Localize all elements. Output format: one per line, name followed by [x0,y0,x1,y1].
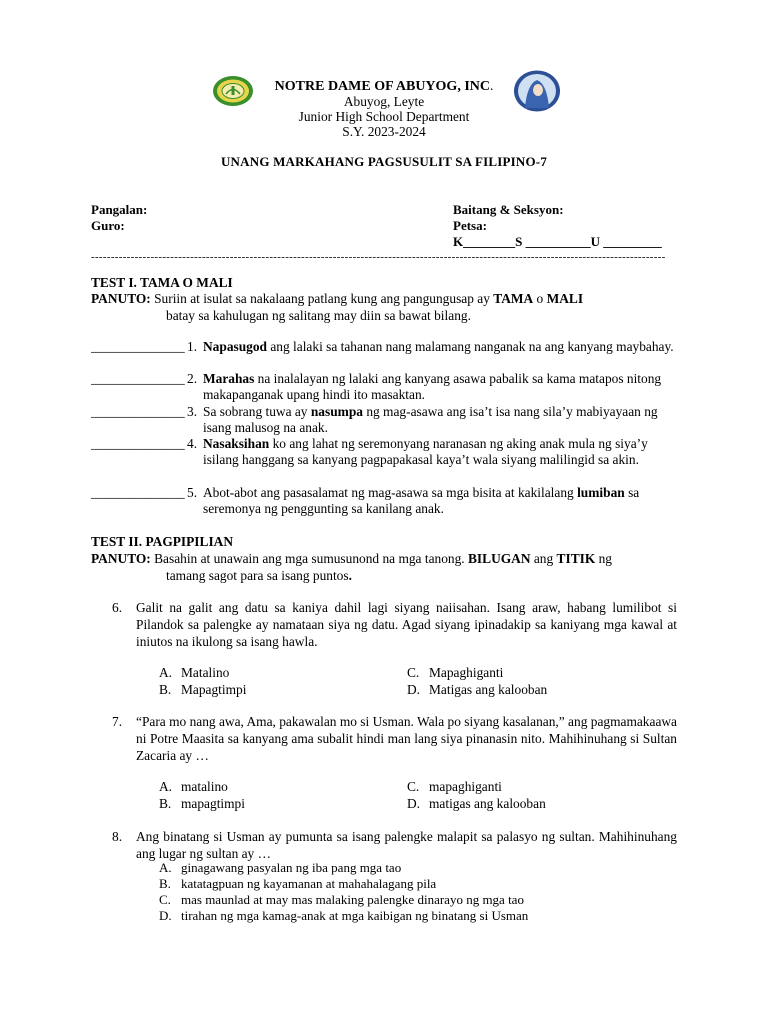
name-label: Pangalan: [91,202,148,217]
true-false-item [91,436,681,468]
school-location: Abuyog, Leyte [343,94,425,109]
answer-blank[interactable]: ______________ [91,404,185,419]
test2-instructions: PANUTO: Basahin at unawain ang mga sumusunond na mga tanong. BILUGAN ang TITIK ng tamang sagot para sa isang puntos. [91,551,612,583]
answer-blank[interactable]: ______________ [91,436,185,451]
choice-d[interactable]: D. Matigas ang kalooban [407,681,548,697]
true-false-item [91,485,681,517]
choice-b[interactable]: B. Mapagtimpi [159,681,247,697]
choice-c[interactable]: C. mas maunlad at may mas malaking palengke dinarayo ng mga tao [159,892,524,907]
question-6 [112,599,677,650]
school-name: NOTRE DAME OF ABUYOG, INC. [274,78,494,94]
answer-blank[interactable]: ______________ [91,485,185,500]
choice-d[interactable]: D. tirahan ng mga kamag-anak at mga kaibigan ng binatang si Usman [159,908,529,923]
item-text: Nasaksihan ko ang lahat ng seremonyang naranasan ng aking anak mula ng siya’y isilang hanggang sa kanyang pagpapakasal kaya’t wala siyang malilingid sa akin. [203,436,648,467]
choice-a[interactable]: A. matalino [159,779,228,794]
item-text: Marahas na inalalayan ng lalaki ang kanyang asawa pabalik sa kama matapos nitong makapanganak upang hindi ito masaktan. [203,371,662,402]
answer-blank[interactable]: ______________ [91,339,185,354]
choice-b[interactable]: B. mapagtimpi [159,795,245,811]
true-false-item [91,339,681,355]
score-line: K________S __________U _________ [453,234,662,249]
item-text: Abot-abot ang pasasalamat ng mag-asawa sa mga bisita at kakilalang lumiban sa seremonya ng penggunting sa kanilang anak. [203,485,640,516]
question-7 [112,713,677,764]
teacher-label: Guro: [91,218,125,233]
item-number: 5. [187,485,198,500]
choice-c[interactable]: C. Mapaghiganti [407,665,504,680]
question-6-choices [159,665,679,698]
question-8-choices [159,860,679,924]
choice-a[interactable]: A. Matalino [159,665,230,680]
item-number: 4. [187,436,198,451]
grade-section-label: Baitang & Seksyon: [453,202,564,217]
question-text: “Para mo nang awa, Ama, pakawalan mo si Usman. Wala po siyang kasalanan,” ang pagmamakaawa ni Potre Maasita sa kanyang ama subalit hindi man lang siya pinanasin nito. Mahihinuhang si Sultan Zacaria ay … [136,714,677,763]
answer-blank[interactable]: ______________ [91,371,185,386]
exam-title: UNANG MARKAHANG PAGSUSULIT SA FILIPINO-7 [220,154,548,169]
school-year: S.Y. 2023-2024 [342,124,426,139]
student-info-right [453,202,662,250]
student-info-left [91,202,147,234]
department: Junior High School Department [298,109,470,124]
item-number: 3. [187,404,198,419]
question-8 [112,828,677,862]
question-number: 8. [112,829,123,844]
choice-d[interactable]: D. matigas ang kalooban [407,795,546,811]
choice-c[interactable]: C. mapaghiganti [407,779,502,794]
test1-title: TEST I. TAMA O MALI [91,275,233,290]
question-number: 7. [112,714,123,729]
separator-line: ------------------------------------------------------------------------------------------------------------------------------------------------- [91,251,666,263]
test2-title: TEST II. PAGPIPILIAN [91,534,233,549]
item-text: Sa sobrang tuwa ay nasumpa ng mag-asawa ang isa’t isa nang sila’y mabiyayaan ng isang malusog na anak. [203,404,658,435]
question-7-choices [159,779,679,812]
item-text: Napasugod ang lalaki sa tahanan nang malamang nanganak na ang kanyang maybahay. [203,339,674,354]
choice-b[interactable]: B. katatagpuan ng kayamanan at mahahalagang pila [159,876,437,891]
choice-a[interactable]: A. ginagawang pasyalan ng iba pang mga tao [159,860,402,875]
question-text: Galit na galit ang datu sa kaniya dahil lagi siyang naiisahan. Isang araw, habang lumilibot si Pilandok sa palengke ay namataan siya ng datu. Agad siyang ipinadakip sa kaniyang mga kawal at iniutos na ikulong sa isang hawla. [136,600,677,649]
true-false-item [91,371,681,403]
true-false-item [91,404,681,436]
item-number: 2. [187,371,198,386]
test1-instructions: PANUTO: Suriin at isulat sa nakalaang patlang kung ang pangungusap ay TAMA o MALI batay sa kahulugan ng salitang may diin sa bawat bilang. [91,291,584,323]
school-header [0,78,768,139]
date-label: Petsa: [453,218,487,233]
question-text: Ang binatang si Usman ay pumunta sa isang palengke malapit sa palasyo ng sultan. Mahihinuhang ang lugar ng sultan ay … [136,829,677,861]
question-number: 6. [112,600,123,615]
item-number: 1. [187,339,198,354]
